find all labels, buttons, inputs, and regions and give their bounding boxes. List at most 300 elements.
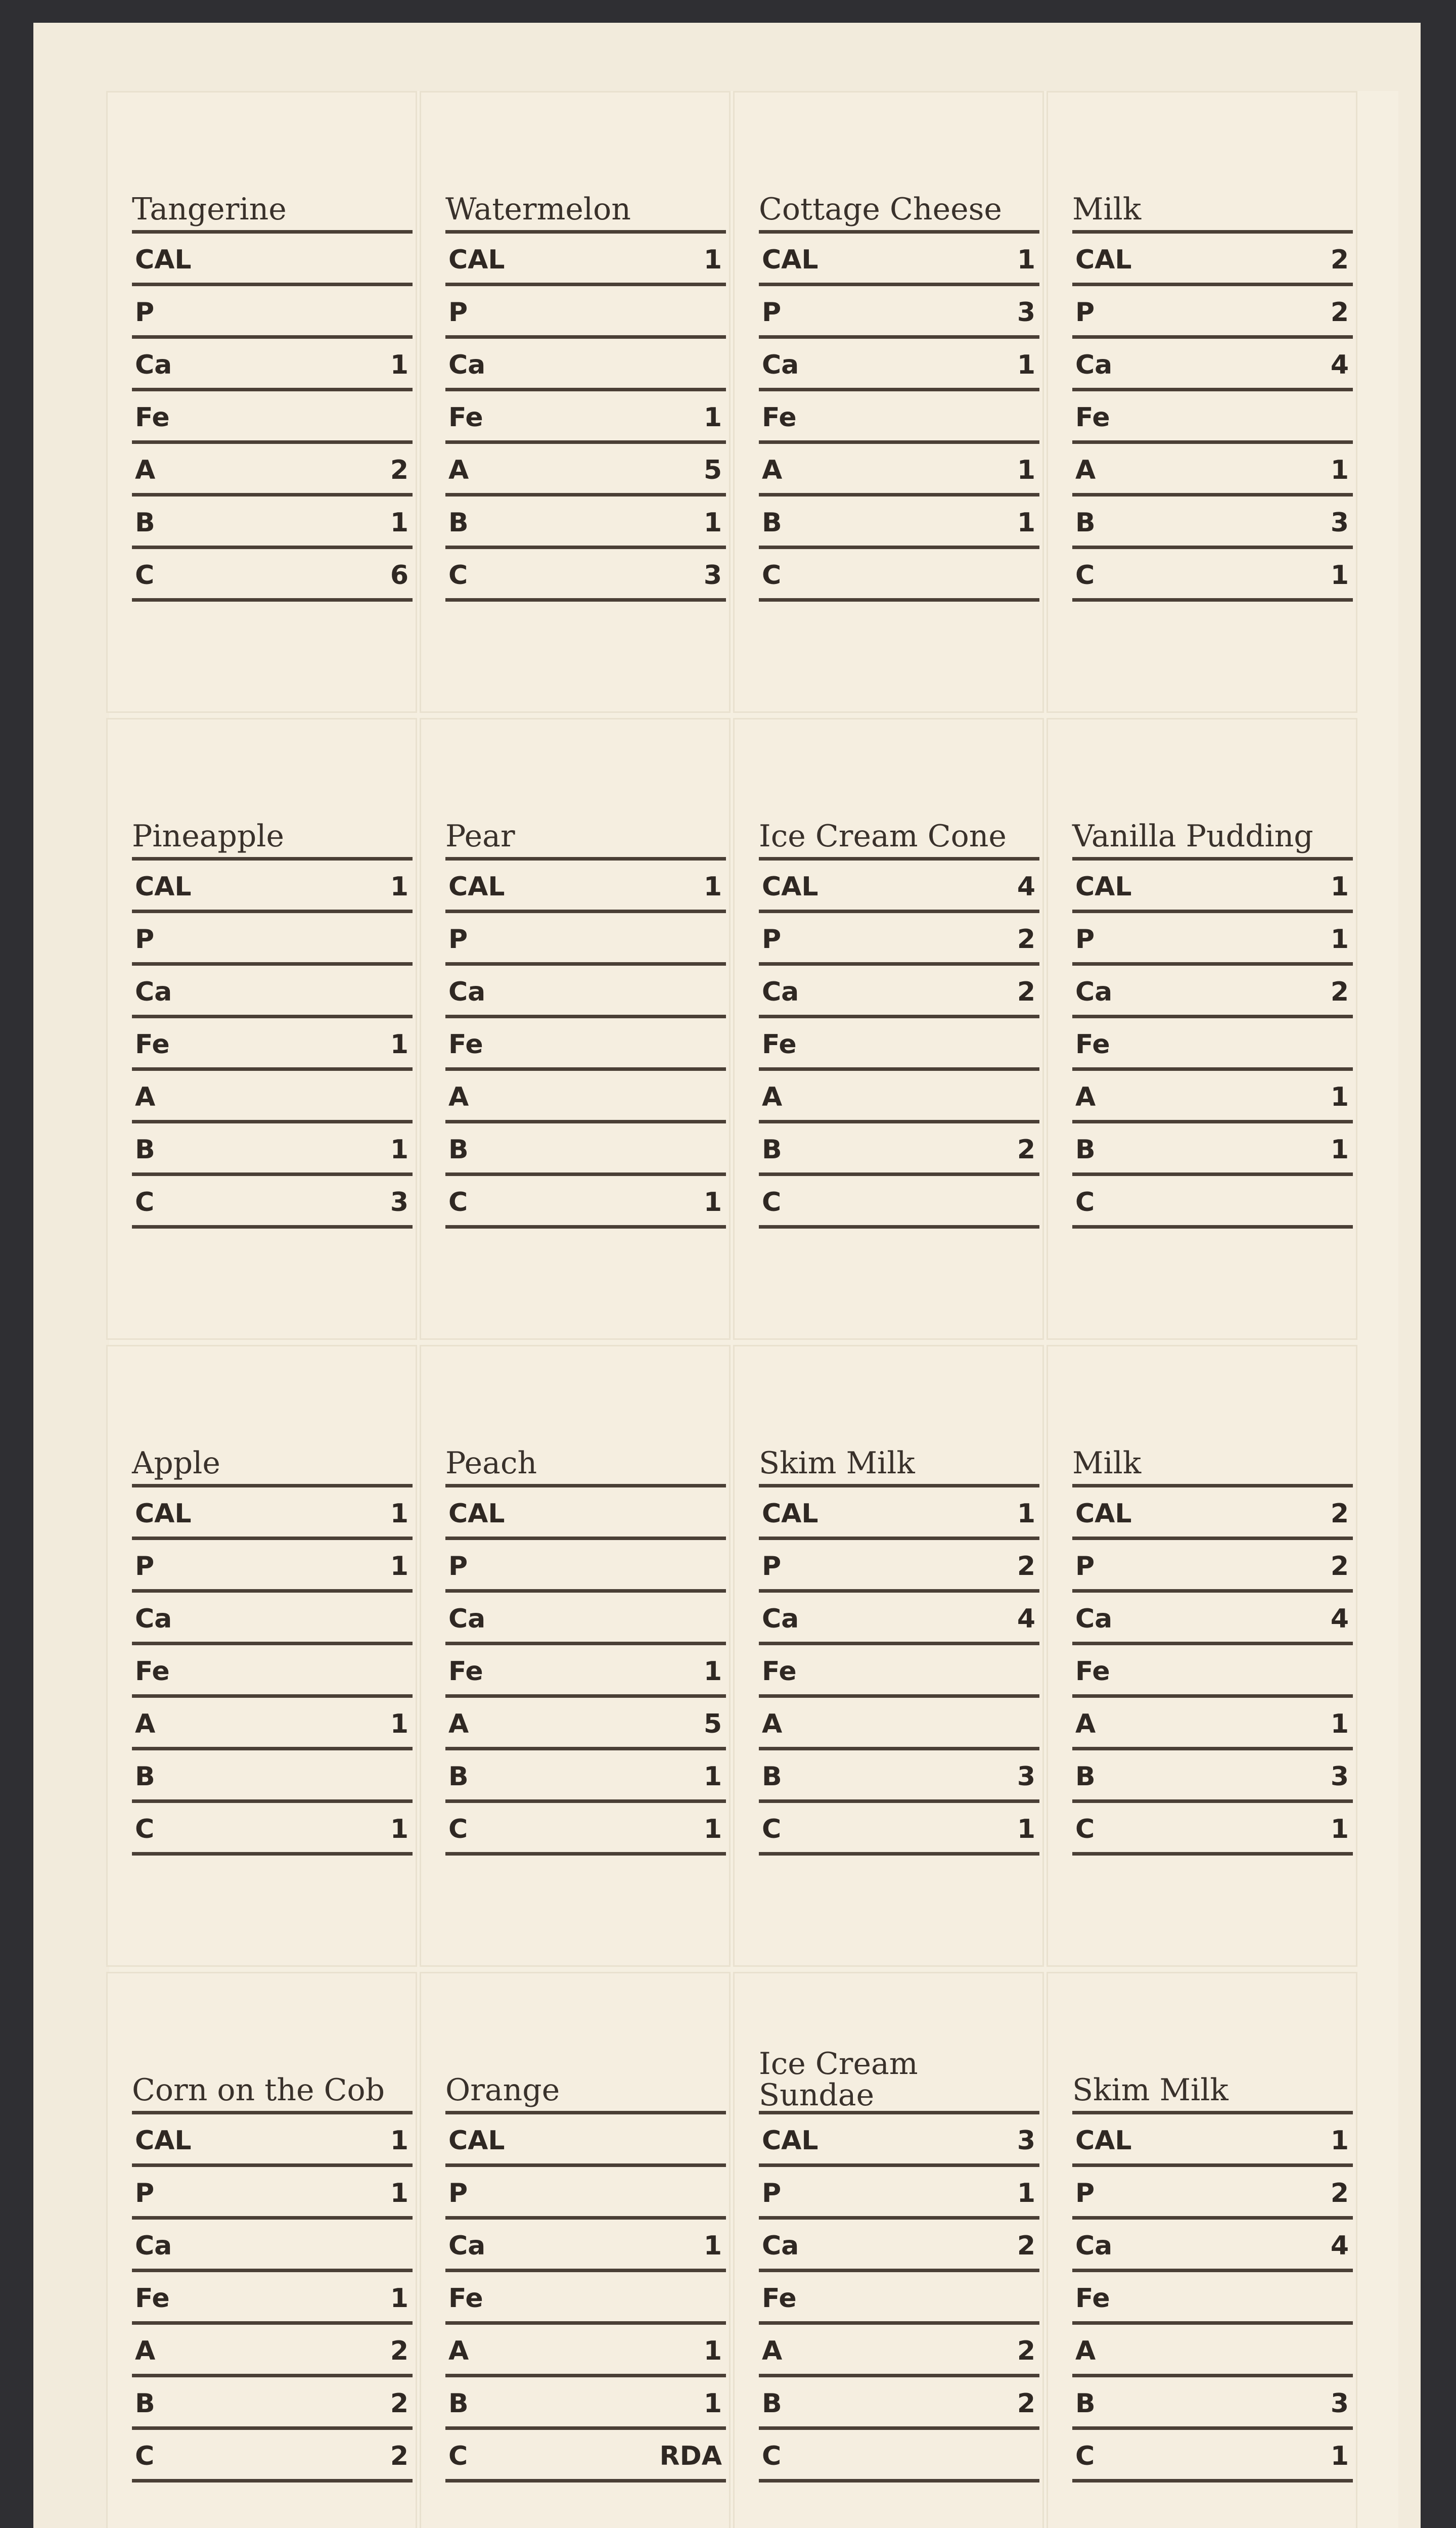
nutrient-table — [759, 1484, 1039, 1856]
nutrient-row — [759, 1750, 1039, 1803]
nutrient-value: 2 — [1330, 297, 1349, 328]
nutrient-value: 1 — [390, 508, 408, 538]
nutrient-row — [759, 549, 1039, 602]
nutrient-value: 1 — [1017, 245, 1035, 275]
nutrient-label: Fe — [135, 1029, 170, 1060]
nutrient-row — [1072, 2430, 1353, 2482]
nutrient-label: CAL — [448, 1499, 505, 1529]
food-card-title: Corn on the Cob — [132, 2072, 385, 2108]
nutrient-row — [1072, 861, 1353, 913]
nutrient-row — [132, 1018, 413, 1071]
nutrient-label: B — [762, 2388, 782, 2419]
nutrient-row — [759, 286, 1039, 339]
nutrient-row — [445, 1176, 726, 1229]
nutrient-label: C — [1075, 560, 1095, 591]
food-card-title: Apple — [132, 1446, 220, 1481]
nutrient-label: P — [762, 1551, 782, 1582]
nutrient-row — [132, 1487, 413, 1540]
nutrient-value: 4 — [1330, 350, 1349, 380]
food-card — [733, 1345, 1044, 1967]
nutrient-label: A — [762, 1082, 783, 1112]
nutrient-value: 1 — [1330, 1135, 1349, 1165]
nutrient-label: C — [135, 560, 155, 591]
food-card — [733, 718, 1044, 1340]
nutrient-label: A — [762, 1709, 783, 1739]
nutrient-value: 2 — [390, 455, 408, 485]
nutrient-row — [759, 391, 1039, 444]
nutrient-value: 1 — [390, 1029, 408, 1060]
nutrient-label: P — [135, 297, 155, 328]
nutrient-label: B — [135, 2388, 155, 2419]
nutrient-row — [445, 339, 726, 391]
nutrient-label: CAL — [762, 1499, 818, 1529]
food-card — [420, 1345, 731, 1967]
nutrient-row — [759, 1123, 1039, 1176]
nutrient-label: C — [1075, 1814, 1095, 1844]
nutrient-table — [132, 2111, 413, 2482]
nutrient-value: 1 — [1017, 1499, 1035, 1529]
nutrient-row — [1072, 2220, 1353, 2272]
nutrient-value: 1 — [703, 402, 722, 433]
nutrient-row — [759, 2167, 1039, 2220]
nutrient-value: 1 — [703, 2336, 722, 2366]
nutrient-label: Fe — [135, 1656, 170, 1687]
food-card — [420, 1972, 731, 2528]
nutrient-value: 1 — [1330, 455, 1349, 485]
nutrient-row — [1072, 496, 1353, 549]
nutrient-value: 3 — [1330, 508, 1349, 538]
nutrient-value: 1 — [1330, 1082, 1349, 1112]
nutrient-label: P — [1075, 924, 1095, 955]
nutrient-label: CAL — [762, 2126, 818, 2156]
nutrient-row — [132, 286, 413, 339]
nutrient-label: P — [135, 1551, 155, 1582]
nutrient-label: Ca — [1075, 1604, 1113, 1634]
nutrient-row — [759, 444, 1039, 496]
nutrient-label: A — [762, 2336, 783, 2366]
nutrient-label: B — [448, 2388, 469, 2419]
nutrient-label: C — [448, 560, 468, 591]
nutrient-label: Ca — [135, 977, 172, 1007]
nutrient-row — [1072, 966, 1353, 1018]
nutrient-label: Fe — [448, 1029, 483, 1060]
nutrient-table — [132, 1484, 413, 1856]
nutrient-value: 1 — [390, 1499, 408, 1529]
nutrient-label: C — [448, 1187, 468, 1217]
nutrient-row — [1072, 1645, 1353, 1698]
nutrient-row — [445, 1540, 726, 1593]
nutrient-table — [1072, 857, 1353, 1229]
nutrient-row — [445, 2430, 726, 2482]
nutrient-row — [759, 1698, 1039, 1750]
nutrient-row — [445, 1071, 726, 1123]
nutrient-label: A — [448, 2336, 469, 2366]
nutrient-label: A — [1075, 455, 1096, 485]
nutrient-row — [1072, 1071, 1353, 1123]
nutrient-label: Fe — [1075, 1029, 1110, 1060]
nutrient-label: B — [762, 1762, 782, 1792]
nutrient-table — [759, 230, 1039, 602]
nutrient-label: C — [762, 1814, 782, 1844]
nutrient-row — [759, 1176, 1039, 1229]
nutrient-row — [1072, 444, 1353, 496]
nutrient-value: 2 — [1017, 2336, 1035, 2366]
nutrient-label: B — [1075, 2388, 1096, 2419]
nutrient-row — [132, 1123, 413, 1176]
nutrient-row — [132, 2430, 413, 2482]
nutrient-label: A — [135, 1082, 156, 1112]
nutrient-table — [445, 1484, 726, 1856]
nutrient-label: Ca — [135, 350, 172, 380]
nutrient-label: Ca — [762, 350, 799, 380]
nutrient-row — [445, 966, 726, 1018]
nutrient-label: A — [448, 1709, 469, 1739]
food-card — [106, 91, 417, 713]
nutrient-value: 1 — [1017, 350, 1035, 380]
nutrient-label: P — [448, 297, 468, 328]
nutrient-table — [1072, 230, 1353, 602]
nutrient-label: Ca — [762, 2231, 799, 2261]
food-card-title: Pear — [445, 819, 515, 854]
food-card — [1046, 1972, 1357, 2528]
nutrient-value: 1 — [390, 1814, 408, 1844]
food-card-title: Watermelon — [445, 192, 631, 227]
nutrient-label: B — [448, 508, 469, 538]
nutrient-value: 1 — [390, 2126, 408, 2156]
food-card-title: Tangerine — [132, 192, 287, 227]
nutrient-label: A — [762, 455, 783, 485]
nutrient-value: 2 — [1017, 1135, 1035, 1165]
food-card-title: Skim Milk — [1072, 2072, 1228, 2108]
nutrient-row — [132, 549, 413, 602]
nutrient-value: 2 — [1330, 245, 1349, 275]
nutrient-value: 2 — [1017, 924, 1035, 955]
food-card — [106, 1345, 417, 1967]
nutrient-table — [132, 230, 413, 602]
food-card — [1046, 91, 1357, 713]
nutrient-row — [445, 391, 726, 444]
nutrient-label: C — [135, 1187, 155, 1217]
nutrient-row — [445, 549, 726, 602]
nutrient-label: CAL — [135, 872, 192, 902]
nutrient-label: B — [135, 1762, 155, 1792]
nutrient-row — [759, 1645, 1039, 1698]
nutrient-value: 1 — [703, 2388, 722, 2419]
nutrient-row — [445, 913, 726, 966]
nutrient-label: Ca — [448, 1604, 486, 1634]
nutrient-label: P — [762, 297, 782, 328]
nutrient-row — [759, 1803, 1039, 1856]
nutrient-value: 5 — [703, 1709, 722, 1739]
nutrient-value: 2 — [1017, 2231, 1035, 2261]
nutrient-value: 1 — [1330, 560, 1349, 591]
nutrient-row — [445, 2220, 726, 2272]
nutrient-label: A — [1075, 2336, 1096, 2366]
nutrient-row — [445, 2167, 726, 2220]
food-card-title: Ice Cream Cone — [759, 819, 1007, 854]
nutrient-value: 2 — [1330, 2178, 1349, 2208]
nutrient-label: A — [135, 455, 156, 485]
nutrient-value: 4 — [1017, 1604, 1035, 1634]
nutrient-value: 2 — [390, 2388, 408, 2419]
nutrient-row — [132, 913, 413, 966]
nutrient-label: CAL — [448, 245, 505, 275]
nutrient-row — [1072, 1593, 1353, 1645]
nutrient-row — [132, 1593, 413, 1645]
food-card-title: Vanilla Pudding — [1072, 819, 1313, 854]
nutrient-row — [1072, 1176, 1353, 1229]
nutrient-label: CAL — [448, 2126, 505, 2156]
nutrient-label: Ca — [1075, 2231, 1113, 2261]
nutrient-label: Fe — [1075, 1656, 1110, 1687]
nutrient-value: 1 — [390, 872, 408, 902]
nutrient-label: Fe — [135, 402, 170, 433]
nutrient-row — [132, 2220, 413, 2272]
nutrient-value: 5 — [703, 455, 722, 485]
nutrient-row — [445, 1593, 726, 1645]
nutrient-label: P — [762, 2178, 782, 2208]
nutrient-value: 2 — [390, 2336, 408, 2366]
nutrient-row — [759, 2325, 1039, 2377]
nutrient-row — [1072, 1123, 1353, 1176]
nutrient-label: A — [1075, 1709, 1096, 1739]
nutrient-row — [132, 2114, 413, 2167]
nutrient-table — [445, 857, 726, 1229]
nutrient-row — [132, 2377, 413, 2430]
nutrient-label: B — [1075, 1135, 1096, 1165]
nutrient-value: 1 — [1330, 1814, 1349, 1844]
nutrient-label: B — [448, 1135, 469, 1165]
nutrient-row — [132, 966, 413, 1018]
nutrient-label: Ca — [1075, 350, 1113, 380]
food-card — [106, 718, 417, 1340]
nutrient-row — [1072, 2325, 1353, 2377]
nutrient-value: 1 — [1017, 508, 1035, 538]
nutrient-row — [1072, 913, 1353, 966]
nutrient-row — [759, 1540, 1039, 1593]
nutrient-label: B — [135, 508, 155, 538]
nutrient-value: 4 — [1017, 872, 1035, 902]
nutrient-value: 4 — [1330, 2231, 1349, 2261]
nutrient-value: 1 — [390, 1135, 408, 1165]
nutrient-label: Ca — [135, 2231, 172, 2261]
nutrient-value: RDA — [659, 2441, 722, 2471]
nutrient-value: 1 — [390, 350, 408, 380]
nutrient-row — [132, 2272, 413, 2325]
nutrient-label: Fe — [1075, 2283, 1110, 2314]
nutrient-row — [445, 1487, 726, 1540]
nutrient-label: B — [1075, 508, 1096, 538]
nutrient-label: P — [1075, 297, 1095, 328]
nutrient-label: C — [762, 2441, 782, 2471]
nutrient-row — [445, 1645, 726, 1698]
nutrient-value: 2 — [1017, 2388, 1035, 2419]
nutrient-row — [759, 913, 1039, 966]
nutrient-value: 1 — [1017, 455, 1035, 485]
nutrient-row — [1072, 549, 1353, 602]
nutrient-label: P — [448, 924, 468, 955]
nutrient-row — [132, 444, 413, 496]
nutrient-row — [759, 1487, 1039, 1540]
nutrient-row — [132, 496, 413, 549]
nutrient-table — [445, 2111, 726, 2482]
nutrient-row — [1072, 1540, 1353, 1593]
nutrient-table — [1072, 2111, 1353, 2482]
nutrient-row — [132, 861, 413, 913]
nutrient-value: 1 — [703, 1762, 722, 1792]
nutrient-value: 4 — [1330, 1604, 1349, 1634]
nutrient-label: P — [448, 1551, 468, 1582]
nutrient-row — [445, 1750, 726, 1803]
nutrient-value: 1 — [390, 2178, 408, 2208]
nutrient-label: Ca — [135, 1604, 172, 1634]
nutrient-row — [1072, 1750, 1353, 1803]
nutrient-value: 6 — [390, 560, 408, 591]
nutrient-row — [759, 234, 1039, 286]
nutrient-row — [132, 2325, 413, 2377]
nutrient-value: 1 — [1330, 2126, 1349, 2156]
food-card-title: Peach — [445, 1446, 537, 1481]
nutrient-label: Fe — [448, 2283, 483, 2314]
nutrient-label: A — [135, 1709, 156, 1739]
nutrient-row — [132, 1698, 413, 1750]
food-card — [733, 91, 1044, 713]
nutrient-label: CAL — [762, 245, 818, 275]
nutrient-label: A — [1075, 1082, 1096, 1112]
nutrient-label: Fe — [135, 2283, 170, 2314]
nutrient-label: P — [1075, 2178, 1095, 2208]
nutrient-label: B — [762, 1135, 782, 1165]
nutrient-table — [759, 2111, 1039, 2482]
nutrient-row — [1072, 1018, 1353, 1071]
nutrient-label: CAL — [448, 872, 505, 902]
nutrient-value: 3 — [703, 560, 722, 591]
nutrient-row — [759, 966, 1039, 1018]
nutrient-label: CAL — [1075, 245, 1132, 275]
nutrient-row — [1072, 2167, 1353, 2220]
nutrient-value: 2 — [1330, 1499, 1349, 1529]
nutrient-row — [132, 1071, 413, 1123]
nutrient-label: C — [1075, 2441, 1095, 2471]
nutrient-row — [132, 1750, 413, 1803]
nutrient-label: Ca — [1075, 977, 1113, 1007]
nutrient-value: 3 — [1330, 2388, 1349, 2419]
nutrient-row — [759, 496, 1039, 549]
nutrient-value: 3 — [1017, 297, 1035, 328]
nutrient-label: B — [1075, 1762, 1096, 1792]
nutrient-label: CAL — [762, 872, 818, 902]
nutrient-row — [759, 2114, 1039, 2167]
nutrient-row — [759, 339, 1039, 391]
nutrient-row — [445, 1018, 726, 1071]
nutrient-label: C — [1075, 1187, 1095, 1217]
nutrient-value: 1 — [703, 872, 722, 902]
nutrient-label: C — [448, 2441, 468, 2471]
nutrient-row — [445, 444, 726, 496]
nutrient-row — [1072, 339, 1353, 391]
nutrient-label: P — [762, 924, 782, 955]
nutrient-label: A — [448, 1082, 469, 1112]
nutrient-row — [445, 286, 726, 339]
nutrient-label: CAL — [135, 2126, 192, 2156]
nutrient-value: 1 — [1330, 1709, 1349, 1739]
nutrient-value: 1 — [1017, 2178, 1035, 2208]
nutrient-row — [1072, 1487, 1353, 1540]
nutrient-label: Fe — [762, 1029, 797, 1060]
nutrient-label: C — [762, 1187, 782, 1217]
nutrient-row — [132, 1540, 413, 1593]
nutrient-label: A — [135, 2336, 156, 2366]
nutrient-label: Ca — [762, 1604, 799, 1634]
nutrient-value: 3 — [1017, 1762, 1035, 1792]
nutrient-label: C — [135, 2441, 155, 2471]
nutrient-row — [759, 1593, 1039, 1645]
nutrient-label: Ca — [448, 977, 486, 1007]
nutrient-value: 3 — [390, 1187, 408, 1217]
nutrient-row — [445, 861, 726, 913]
nutrient-value: 1 — [1330, 872, 1349, 902]
food-card-title: Milk — [1072, 1446, 1142, 1481]
nutrient-label: P — [1075, 1551, 1095, 1582]
nutrient-table — [132, 857, 413, 1229]
nutrient-value: 1 — [1330, 924, 1349, 955]
nutrient-row — [759, 1018, 1039, 1071]
nutrient-row — [759, 2220, 1039, 2272]
nutrient-row — [759, 2430, 1039, 2482]
nutrient-row — [445, 496, 726, 549]
nutrient-label: P — [135, 924, 155, 955]
nutrient-value: 1 — [1330, 2441, 1349, 2471]
nutrient-label: Fe — [448, 402, 483, 433]
nutrient-row — [132, 234, 413, 286]
nutrient-value: 1 — [703, 2231, 722, 2261]
food-card — [733, 1972, 1044, 2528]
nutrient-value: 1 — [703, 508, 722, 538]
nutrient-row — [759, 2377, 1039, 2430]
nutrient-row — [1072, 1698, 1353, 1750]
nutrient-row — [1072, 234, 1353, 286]
nutrient-row — [759, 861, 1039, 913]
nutrient-label: Ca — [448, 350, 486, 380]
nutrient-table — [1072, 1484, 1353, 1856]
nutrient-value: 2 — [1330, 1551, 1349, 1582]
nutrient-value: 2 — [1330, 977, 1349, 1007]
nutrient-row — [445, 234, 726, 286]
nutrient-row — [445, 1803, 726, 1856]
nutrient-value: 1 — [703, 1656, 722, 1687]
nutrient-value: 1 — [703, 1814, 722, 1844]
nutrient-row — [445, 2377, 726, 2430]
food-card — [1046, 1345, 1357, 1967]
nutrient-row — [759, 2272, 1039, 2325]
nutrient-value: 2 — [390, 2441, 408, 2471]
nutrient-row — [132, 2167, 413, 2220]
nutrient-label: B — [135, 1135, 155, 1165]
nutrient-value: 3 — [1330, 1762, 1349, 1792]
nutrient-row — [1072, 1803, 1353, 1856]
food-card — [106, 1972, 417, 2528]
nutrient-row — [445, 2272, 726, 2325]
nutrient-value: 1 — [390, 2283, 408, 2314]
nutrient-row — [445, 1123, 726, 1176]
nutrient-row — [1072, 2377, 1353, 2430]
nutrient-label: C — [448, 1814, 468, 1844]
nutrient-row — [445, 1698, 726, 1750]
nutrient-row — [759, 1071, 1039, 1123]
nutrient-label: Fe — [762, 2283, 797, 2314]
food-card-title: Milk — [1072, 192, 1142, 227]
food-card-title: Skim Milk — [759, 1446, 915, 1481]
